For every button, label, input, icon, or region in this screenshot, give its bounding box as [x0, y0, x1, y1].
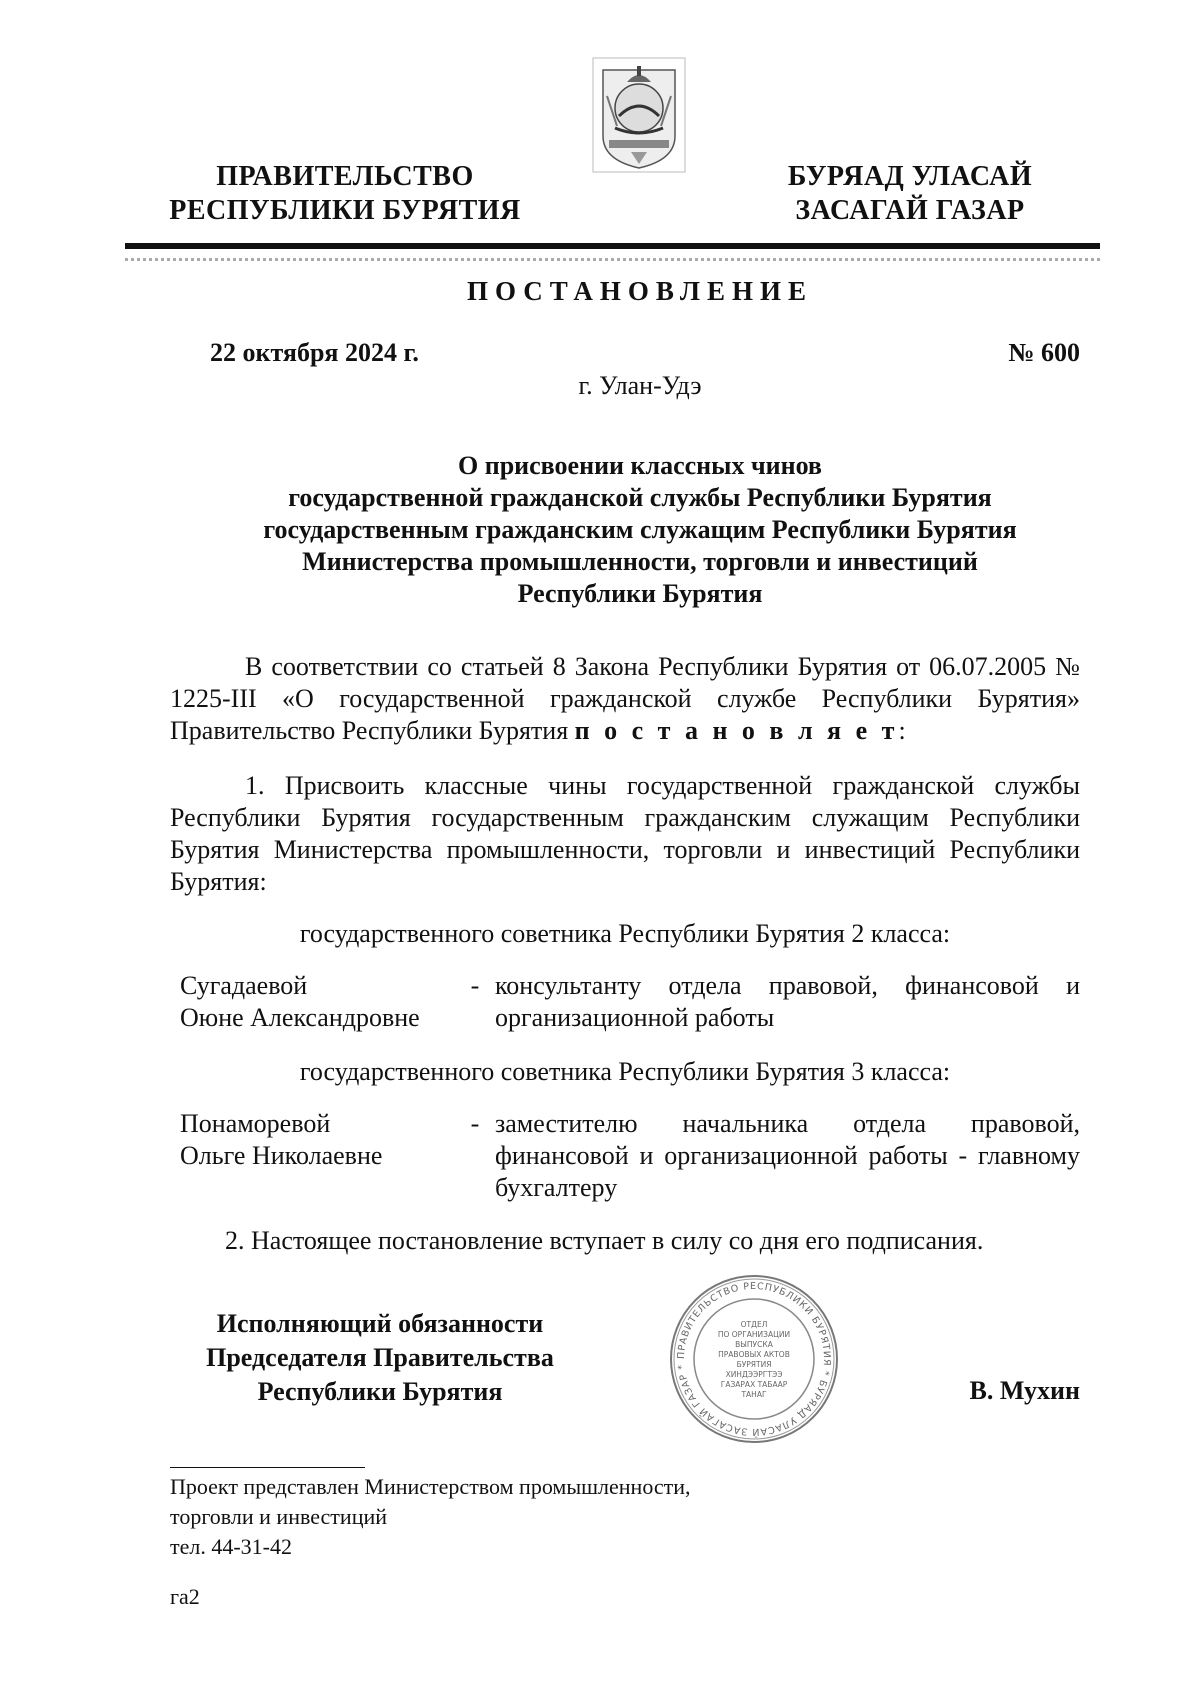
preamble-text: В соответствии со статьей 8 Закона Республики Бурятия от 06.07.2005 № 1225-III «О государственной гражданской службе Республики Бурятия» Правительство Республики Бурятия [170, 652, 1080, 745]
stamp-inner-line: ТАНАГ [741, 1390, 767, 1399]
document-number: № 600 [1008, 338, 1080, 367]
rank-heading: государственного советника Республики Бурятия 3 класса: [299, 1057, 951, 1086]
coat-of-arms-icon [591, 56, 687, 174]
stamp-inner-line: ПРАВОВЫХ АКТОВ [718, 1350, 790, 1359]
appointee-name [180, 970, 455, 1034]
footer-line: Проект представлен Министерством промышленности, [170, 1474, 691, 1499]
footnote-rule [170, 1467, 365, 1468]
appointment-row [180, 1108, 1080, 1204]
stamp-inner-line: ГАЗАРАХ ТАБААР [720, 1380, 788, 1389]
preamble-colon: : [898, 716, 906, 745]
footer-note [170, 1472, 870, 1562]
appointment-row [180, 970, 1080, 1034]
signatory-line: Председателя Правительства [206, 1343, 554, 1372]
document-title: ПОСТАНОВЛЕНИЕ [466, 276, 814, 306]
stamp-inner-line: БУРЯТИЯ [736, 1360, 772, 1369]
signatory-line: Республики Бурятия [257, 1377, 503, 1406]
header-rule-dotted [125, 258, 1100, 261]
appointee-name [180, 1108, 455, 1204]
header-rule [125, 243, 1100, 249]
footer-phone: тел. 44-31-42 [170, 1534, 293, 1559]
appointee-given-name: Ольге Николаевне [180, 1141, 383, 1170]
decree-word: п о с т а н о в л я е т [574, 716, 899, 745]
appointee-surname: Сугадаевой [180, 971, 308, 1000]
rank-heading: государственного советника Республики Бурятия 2 класса: [299, 919, 951, 948]
appointment-dash: - [470, 971, 480, 1000]
appointee-given-name: Оюне Александровне [180, 1003, 420, 1032]
subject-line: государственной гражданской службы Республики Бурятия [288, 483, 992, 512]
subject-block [160, 450, 1120, 610]
stamp-inner-line: ОТДЕЛ [740, 1320, 768, 1329]
signatory-line: Исполняющий обязанности [216, 1309, 544, 1338]
preamble-paragraph [170, 651, 1080, 747]
header-right-line1: БУРЯАД УЛАСАЙ [787, 161, 1033, 192]
item-2-paragraph: 2. Настоящее постановление вступает в силу со дня его подписания. [225, 1226, 984, 1255]
subject-line: Министерства промышленности, торговли и инвестиций [302, 547, 978, 576]
item-1-paragraph: 1. Присвоить классные чины государственной гражданской службы Республики Бурятия государственным гражданским служащим Республики Бурятия Министерства промышленности, торговли и инвестиций Республики Бурятия: [170, 771, 1080, 896]
appointee-position: заместителю начальника отдела правовой, финансовой и организационной работы - главному бухгалтеру [495, 1109, 1080, 1202]
appointee-position: консультанту отдела правовой, финансовой и организационной работы [495, 971, 1080, 1032]
stamp-inner-line: ХИНДЭЭРГТЭЭ [725, 1370, 783, 1379]
stamp-outer-text: ПРАВИТЕЛЬСТВО РЕСПУБЛИКИ БУРЯТИЯ * БУРЯАД УЛАСАЙ ЗАСАГАЙ ГАЗАР * [675, 1280, 833, 1438]
signatory-title [170, 1307, 590, 1409]
header-left-line2: РЕСПУБЛИКИ БУРЯТИЯ [169, 195, 521, 226]
stamp-inner-line: ПО ОРГАНИЗАЦИИ [717, 1330, 791, 1339]
subject-line: государственным гражданским служащим Республики Бурятия [263, 515, 1017, 544]
header-right-line2: ЗАСАГАЙ ГАЗАР [795, 195, 1025, 226]
appointment-dash: - [470, 1109, 480, 1138]
header-left-line1: ПРАВИТЕЛЬСТВО [216, 161, 474, 192]
document-place: г. Улан-Удэ [578, 371, 702, 400]
appointee-surname: Понаморевой [180, 1109, 331, 1138]
footer-line: торговли и инвестиций [170, 1504, 388, 1529]
signatory-name: В. Мухин [969, 1376, 1080, 1405]
footer-code: га2 [170, 1584, 200, 1609]
subject-line: Республики Бурятия [517, 579, 763, 608]
document-date: 22 октября 2024 г. [210, 338, 419, 367]
stamp-inner-line: ВЫПУСКА [735, 1340, 773, 1349]
official-stamp [668, 1273, 840, 1445]
subject-line: О присвоении классных чинов [458, 451, 822, 480]
